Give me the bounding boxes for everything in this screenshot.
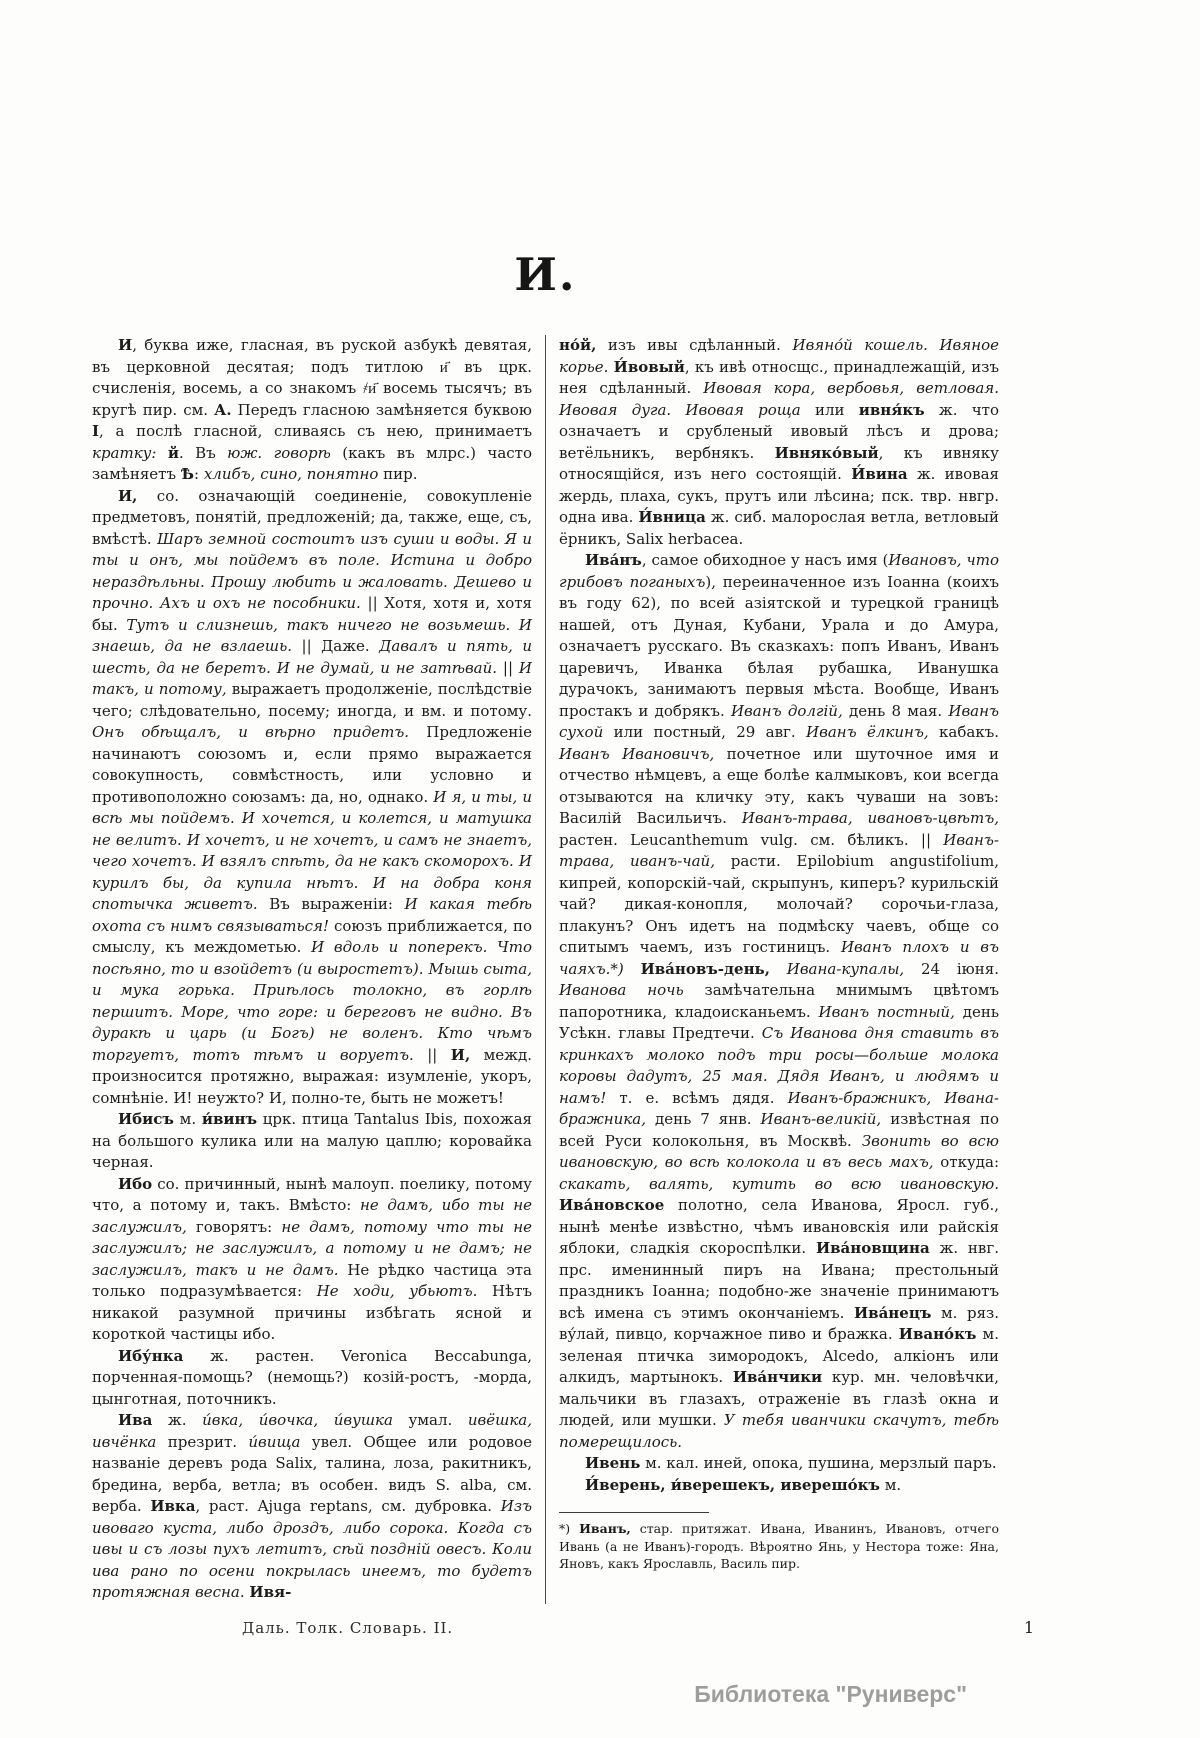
dictionary-paragraph [92, 335, 532, 486]
page-number: 1 [1023, 1617, 1034, 1637]
footer-row [242, 1618, 1034, 1637]
text-run: || [497, 658, 519, 677]
text-run: кабакъ. [928, 723, 1000, 741]
text-run: , раст. Ajuga reptans, см. дубровка. [195, 1497, 501, 1515]
text-run: Звонить во всю ивановскую, во всѣ колокола и въ весь махъ, [559, 1131, 999, 1171]
text-run: И какая тебѣ охота съ нимъ связываться! [92, 895, 533, 935]
page-heading: И. [514, 248, 577, 301]
dictionary-paragraph [559, 1453, 999, 1475]
text-run: ж. нвг. прс. именинный пиръ на Ивана; престольный праздникъ Іоанна; подобно-же значеніе принимаютъ всѣ имена съ этимъ окончаніемъ. [559, 1239, 999, 1322]
page-content [92, 0, 1034, 1637]
dictionary-paragraph [92, 1346, 532, 1411]
text-run: Не ходи, убьютъ. [316, 1282, 478, 1300]
text-run: со. причинный, нынѣ малоуп. поелику, потому что, а потому и, такъ. Вмѣсто: [92, 1174, 532, 1214]
text-run: И вдоль и поперекъ. Что посѣяно, то и взойдетъ (и выростетъ). Мышь сыта, и мука горька. Приѣлось толокно, въ горлѣ першитъ. Море, что горе: и береговъ не видно. Въ дуракѣ и царь (и Богъ) не воленъ. Кто чѣмъ торгуетъ, тотъ тѣмъ и воруетъ. [92, 938, 532, 1064]
dictionary-paragraph [559, 1475, 999, 1497]
text-run: расти. Epilobium angustifolium, кипрей, копорскій-чай, скрыпунъ, киперъ? курильскій чай? дикая-конопля, молочай? сорочьи-глаза, плакунъ? Онъ идетъ на подмѣску чаевъ, обще со спитымъ чаемъ, изъ гостиницъ. [559, 852, 999, 956]
text-run: день 8 мая. [842, 701, 949, 720]
text-run: (какъ въ млрс.) часто замѣняетъ [92, 443, 532, 483]
text-run: т. е. всѣмъ дядя. [606, 1088, 788, 1107]
dictionary-paragraph [92, 1109, 532, 1174]
text-run: кур. мн. человѣчки, мальчики въ глазахъ, отраженіе въ глазѣ окна и людей, или мушки. [559, 1368, 999, 1429]
text-run: , къ ивѣ относщс., принадлежащій, изъ нея сдѣланный. [559, 357, 1000, 397]
text-run: || [413, 1045, 451, 1064]
dictionary-paragraph [92, 1174, 532, 1346]
text-columns [92, 335, 999, 1604]
text-run: , къ ивняку относящійся, изъ него состоящій. [559, 443, 1000, 483]
text-run: Ива [118, 1411, 153, 1429]
text-run: юж. говорѣ [227, 443, 343, 462]
text-run: Иванъ плохъ и въ чаяхъ.*) [559, 938, 999, 978]
text-run: И́верень, и́верешекъ, иверешо́къ [585, 1475, 880, 1494]
text-run: || Даже. [292, 637, 380, 655]
text-run: день 7 янв. [645, 1110, 761, 1128]
text-run: откуда: [933, 1153, 999, 1171]
text-run: не дамъ, ибо ты не заслужилъ, [92, 1196, 532, 1236]
text-run: ж. сиб. малорослая ветла, ветловый ёрникъ, Salix herbacea. [559, 508, 999, 548]
text-run: или постный, 29 авг. [603, 723, 807, 741]
dictionary-paragraph [559, 335, 999, 550]
column-left [92, 335, 546, 1604]
text-run: Изъ ивоваго куста, либо дроздъ, либо сорока. Когда съ ивы и съ лозы пухъ летитъ, сѣй поздній овесъ. Коли ива рано по осени покрылась инеемъ, то будетъ протяжная весна. [92, 1497, 532, 1601]
text-run: и́вища [248, 1432, 301, 1451]
text-run: Ива́новское [559, 1196, 665, 1214]
text-run: Ивка [150, 1497, 196, 1515]
text-run: растен. Leucanthemum vulg. см. бѣликъ. || [559, 830, 944, 849]
text-run: со. означающій соединеніе, совокупленіе предметовъ, понятій, предложеній; да, также, еще, съ, вмѣстѣ. [92, 486, 532, 548]
text-run: изъ ивы сдѣланный. [596, 336, 793, 354]
text-run: презрит. [156, 1432, 249, 1451]
text-run: Давалъ и пять, и шесть, да не беретъ. И не думай, и не затѣвай. [92, 637, 532, 677]
text-run: Ивана-купалы, [786, 959, 905, 978]
watermark: Библиотека "Руниверс" [694, 1681, 967, 1707]
text-run: извѣстная по всей Руси колокольня, въ Москвѣ. [559, 1110, 999, 1150]
text-run: . Въ [179, 443, 228, 462]
text-run: И [118, 336, 133, 354]
text-run: м. кал. иней, опока, пушина, мерзлый паръ. [640, 1454, 997, 1472]
text-run: Ибу́нка [118, 1346, 184, 1365]
text-run: Иванъ постный, [818, 1002, 955, 1021]
text-run: союзъ приближается, по смыслу, къ междометью. [92, 916, 532, 956]
text-run: замѣчательна мнимымъ цвѣтомъ папоротника, кладоисканьемъ. [559, 981, 1000, 1021]
footnote-rule [559, 1512, 709, 1513]
text-run: Въ выраженіи: [257, 895, 405, 913]
text-run: Ива́новъ-день, [640, 959, 770, 978]
text-run: й [167, 443, 179, 462]
text-run: И́вовый [613, 357, 685, 376]
text-run: црк. птица Tantalus Ibis, похожая на большого кулика или на малую цаплю; коровайка черная. [92, 1110, 532, 1171]
text-run: или [800, 400, 859, 419]
text-run: и́вка, и́вочка, и́вушка [202, 1411, 393, 1429]
text-run: ж. ивовая жердь, плаха, сукъ, прутъ или лѣсина; пск. твр. нвгр. одна ива. [559, 465, 999, 526]
footer-caption: Даль. Толк. Словарь. II. [242, 1618, 454, 1637]
text-run: Иванъ сухой [559, 701, 1000, 741]
text-run: А. [214, 400, 232, 419]
text-run: Ибисъ [118, 1110, 174, 1128]
column-right [546, 335, 999, 1604]
text-run: І [92, 422, 100, 440]
dictionary-paragraph [92, 486, 532, 1110]
text-run: Тутъ и слизнешь, такъ ничего не возьмешь. И знаешь, да не взлаешь. [92, 615, 532, 655]
text-run: , самое обиходное у насъ имя ( [641, 551, 889, 569]
text-run: стар. притяжат. Ивана, Иванинъ, Ивановъ, отчего Ивань (а не Иванъ)-городъ. Вѣроятно Янь, у Нестора тоже: Яна, Яновъ, какъ Ярославль, Василь пир. [559, 1521, 999, 1571]
text-run: полотно, села Иванова, Яросл. губ., нынѣ менѣе извѣстно, чѣмъ ивановскія или райскія яблоки, сладкія скороспѣлки. [559, 1196, 999, 1257]
text-run: Иванова ночь [559, 981, 684, 999]
text-run: ж. [152, 1411, 203, 1429]
text-run: и́винъ [201, 1110, 258, 1128]
text-run: ивёшка, ивчёнка [92, 1411, 532, 1451]
text-run: *) [559, 1521, 580, 1536]
text-run: И я, и ты, и всѣ мы пойдемъ. И хочется, и колется, и матушка не велитъ. И хочетъ, и не хочетъ, и самъ не знаетъ, чего хочетъ. И взялъ спѣть, да не какъ скоморохъ. И курилъ бы, да купила нѣтъ. И на добра коня спотычка живетъ. [92, 787, 532, 913]
footnote [559, 1512, 999, 1573]
text-run: Ива́нецъ [853, 1303, 932, 1322]
text-run: ж. растен. Veronica Beccabunga, порченная-помощь? (немощь?) козій-ростъ, -морда, цынготная, поточникъ. [92, 1346, 532, 1408]
text-run: хлибъ, сино, понятно [203, 465, 384, 483]
text-run: || Хотя, хотя и, хотя бы. [92, 594, 532, 634]
text-run [770, 960, 787, 978]
text-run: Ивановъ, что грибовъ поганыхъ [559, 551, 999, 591]
text-run: Иванъ-бражникъ, Ивана-бражника, [559, 1088, 999, 1128]
text-run: , а послѣ гласной, сливаясь съ нею, принимаетъ [99, 422, 532, 440]
text-run: , буква иже, гласная, въ руской азбукѣ девятая, въ церковной десятая; подъ титлою и҃ въ црк. счисленія, восемь, а со знакомъ ҂и҃ восемь тысячъ; въ кругѣ пир. см. [92, 336, 532, 419]
text-run: И такъ, и потому, [92, 658, 532, 698]
text-run: Предложеніе начинаютъ союзомъ и, если прямо выражается совокупность, совмѣстность, или условно и противоположно союзамъ: да, но, однако. [92, 723, 532, 806]
text-run: Ивень [585, 1454, 641, 1472]
text-run: кратку: [92, 443, 168, 462]
text-run: Ивяно́й кошель. Ивяное корье. [559, 336, 999, 376]
text-run: м. ряз. ву́лай, пивцо, корчажное пиво и бражка. [559, 1303, 999, 1343]
text-run: ж. что означаетъ и срубленый ивовый лѣсъ и дрова; ветёльникъ, вербнякъ. [559, 400, 999, 462]
text-run: м. [879, 1475, 902, 1494]
text-run: У тебя иванчики скачутъ, тебѣ померещилось. [559, 1411, 1000, 1451]
text-run: Ивняко́вый [774, 443, 879, 462]
text-run: Иванъ, [579, 1521, 631, 1536]
text-run: 24 іюня. [904, 959, 999, 978]
text-run: Ибо [118, 1174, 153, 1193]
text-run: не дамъ, потому что ты не заслужилъ; не заслужилъ, а потому и не дамъ; не заслужилъ, такъ и не дамъ. [92, 1217, 532, 1279]
text-run: но́й, [559, 336, 597, 354]
text-run: Иванъ Ивановичъ, [559, 744, 715, 763]
text-run: И, [450, 1045, 471, 1064]
text-run: И, [118, 486, 138, 505]
text-run: Онъ обѣщалъ, и вѣрно придетъ. [92, 723, 410, 741]
text-run: пир. [383, 465, 418, 483]
text-run: Съ Иванова дня ставить въ кринкахъ молоко подъ три росы—больше молока коровы дадутъ, 25 мая. Дядя Иванъ, и людямъ и намъ! [559, 1024, 999, 1107]
text-run: Не рѣдко частица эта только подразумѣвается: [92, 1260, 532, 1300]
dictionary-paragraph [92, 1410, 532, 1604]
text-run: Нѣтъ никакой разумной причины избѣгать ясной и короткой частицы ибо. [92, 1282, 532, 1343]
text-run: м. [173, 1110, 202, 1128]
text-run: И́вница [638, 508, 706, 526]
text-run: Ѣ [180, 465, 195, 483]
text-run: ивня́къ [858, 400, 925, 419]
text-run: Ивовая кора, вербовья, ветловая. Ивовая дуга. Ивовая роща [559, 379, 999, 419]
text-run: Иванъ ёлкинъ, [806, 723, 929, 741]
text-run: межд. произносится протяжно, выражая: изумленіе, укоръ, сомнѣніе. И! неужто? И, полно-те, быть не можетъ! [92, 1045, 532, 1107]
text-run: Передъ гласною замѣняется буквою [231, 400, 532, 419]
text-run: Иванъ долгій, [730, 701, 843, 720]
text-run: Ива́нъ [585, 551, 642, 569]
text-run: Ивя- [249, 1583, 292, 1601]
text-run: И́вина [851, 465, 908, 483]
text-run: говорятъ: [186, 1217, 282, 1236]
footnote-text [559, 1520, 999, 1573]
text-run: выражаетъ продолженіе, послѣдствіе чего; слѣдовательно, посему; иногда, и вм. и потому. [92, 680, 532, 720]
text-run: Ива́нчики [732, 1368, 823, 1386]
text-run: Иванъ-трава, ивановъ-цвѣтъ, [741, 809, 999, 827]
text-run: скакать, валять, кутить во всю ивановскую. [559, 1174, 999, 1193]
text-run: Иванъ-великій, [760, 1110, 882, 1128]
text-run: м. зеленая птичка зимородокъ, Alcedo, алкіонъ или алкидъ, мартынокъ. [559, 1325, 999, 1386]
text-run: день Усѣкн. главы Предтечи. [559, 1002, 999, 1042]
dictionary-paragraph [559, 550, 999, 1453]
text-run: Шаръ земной состоитъ изъ суши и воды. Я и ты и онъ, мы пойдемъ въ поле. Истина и добро нераздѣльны. Прошу любить и жаловать. Дешево и прочно. Ахъ и охъ не пособники. [92, 529, 532, 612]
text-run: умал. [392, 1411, 468, 1429]
text-run: Иванъ-трава, иванъ-чай, [559, 830, 999, 870]
text-run: Ивано́къ [898, 1325, 977, 1343]
text-run: увел. Общее или родовое названіе деревъ рода Salix, талина, лоза, ракитникъ, бредина, верба, ветла; въ особен. видъ S. alba, см. верба. [92, 1432, 532, 1515]
text-run: ), переиначенное изъ Іоанна (коихъ въ году 62), по всей азіятской и турецкой границѣ нашей, отъ Дуная, Кубани, Урала и до Амура, означаетъ русскаго. Въ сказкахъ: попъ Иванъ, Иванъ царевичъ, Иванка бѣлая рубашка, Иванушка дурачокъ, занимаютъ первыя мѣста. Вообще, Иванъ простакъ и добрякъ. [559, 572, 1000, 720]
text-run: : [194, 465, 204, 483]
text-run: Ива́новщина [815, 1239, 930, 1257]
text-run: почетное или шуточное имя и отчество нѣмцевъ, а еще болѣе калмыковъ, кои всегда отзываются на кличку эту, какъ чуваши на зовъ: Василій Васильичъ. [559, 744, 999, 827]
